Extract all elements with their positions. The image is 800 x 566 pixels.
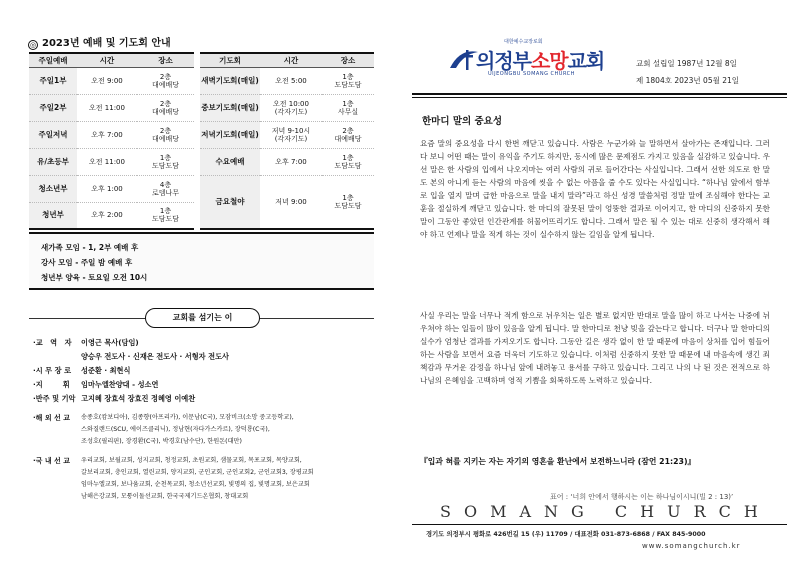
divider xyxy=(412,524,787,525)
table-row xyxy=(29,121,194,148)
table-header-row xyxy=(200,53,374,67)
row-label: 수요예배 xyxy=(200,148,260,175)
place-cell: 1층 도담도담 xyxy=(322,148,374,175)
place-cell: 4층 로뎀나무 xyxy=(137,175,194,202)
role-label: ·해 외 선 교 xyxy=(33,414,71,422)
divider xyxy=(412,93,787,95)
col-header: 시간 xyxy=(77,53,137,67)
article-paragraph: 사실 우리는 말을 너무나 적게 함으로 뉘우치는 일은 별로 없지만 반대로 말을 많이 하고 나서는 나중에 뉘우쳐야 하는 일들이 많이 있음을 알게 됩니다. 말 한마디로 천냥 빚을 갚는다고 합니다. 더구나 말 한마디의 실수가 엄청난 결과를 가져오기도 합니다. 그동안 길은 생각 없이 한 말 때문에 마음이 상처를 입어 힘들어하는 사람을 보면서 요즘 더욱더 기도하고 있습니다. 이처럼 신중하지 못한 말 때문에 내 마음속에 생긴 죄책감과 무거운 감정을 하나님 앞에 내려놓고 용서를 구하고 있습니다. 그리고 나의 나 된 것은 전적으로 하나님의 은혜임을 고백하며 영적 기쁨을 회복하도록 노력하고 있습니다. xyxy=(420,311,770,385)
bible-verse: 『입과 혀를 지키는 자는 자기의 영혼을 환난에서 보전하느니라 (잠언 21:23)』 xyxy=(420,457,696,466)
table-row xyxy=(29,202,194,229)
denomination: 대한예수교장로회 xyxy=(504,39,543,45)
circle-icon: ◎ xyxy=(29,41,37,49)
place-cell: 2층 대예배당 xyxy=(137,94,194,121)
bulletin-meta xyxy=(636,55,739,89)
church-logo xyxy=(448,38,618,78)
row-label: 유/초등부 xyxy=(29,148,77,175)
row-label: 주일저녁 xyxy=(29,121,77,148)
table-row xyxy=(200,121,374,148)
worship-table xyxy=(29,52,194,230)
issue-number: 제 1804호 2023년 05월 21일 xyxy=(636,76,740,85)
table-row xyxy=(200,67,374,94)
table-row xyxy=(200,94,374,121)
time-cell: 오전 5:00 xyxy=(260,67,322,94)
time-cell: 오후 2:00 xyxy=(77,202,137,229)
mission-line: 스와질랜드(SCU, 에이즈클리닉), 정남현(자다가스카르), 장덕룡(C국), xyxy=(81,426,270,434)
role-label: ·국 내 선 교 xyxy=(33,456,71,465)
schedule-title: ◎ 2023년 예배 및 기도회 안내 xyxy=(29,38,171,49)
notice-item: 청년부 양육 - 토요일 오전 10시 xyxy=(41,273,148,282)
place-cell: 1층 도담도담 xyxy=(322,175,374,229)
divider xyxy=(412,97,787,98)
mission-line: 임마누엘교회, 보나움교회, 순천목교회, 청소년선교회, 빛명의 집, 빛명교회, 보은교회 xyxy=(81,481,310,489)
founded-date: 교회 설립일 1987년 12월 8일 xyxy=(636,59,737,68)
role-label: ·교 역 자 xyxy=(33,338,72,347)
staff-list xyxy=(33,336,378,406)
col-header: 시간 xyxy=(260,53,322,67)
time-cell: 저녁 9-10시 (각자기도) xyxy=(260,121,322,148)
time-cell: 오후 7:00 xyxy=(77,121,137,148)
role-label: ·지 휘 xyxy=(33,380,70,389)
time-cell: 저녁 9:00 xyxy=(260,175,322,229)
time-cell: 오전 10:00 (각자기도) xyxy=(260,94,322,121)
servants-title: 교회를 섬기는 이 xyxy=(145,308,260,328)
website-link[interactable]: www.somangchurch.kr xyxy=(642,542,741,550)
place-cell: 1층 도담도담 xyxy=(137,148,194,175)
time-cell: 오전 9:00 xyxy=(77,67,137,94)
col-header: 장소 xyxy=(322,53,374,67)
article-title: 한마디 말의 중요성 xyxy=(422,116,503,127)
row-label: 주일1부 xyxy=(29,67,77,94)
notice-item: 강사 모임 - 주일 밤 예배 후 xyxy=(41,258,133,267)
place-cell: 1층 사무실 xyxy=(322,94,374,121)
place-cell: 1층 도담도담 xyxy=(137,202,194,229)
row-label: 주일2부 xyxy=(29,94,77,121)
table-row xyxy=(200,148,374,175)
mission-line: 남해은강교회, 모퉁이돌선교회, 한국국제기드온협회, 창대교회 xyxy=(81,493,249,501)
role-label: ·시 무 장 로 xyxy=(33,366,72,375)
prayer-table xyxy=(200,52,374,230)
mission-line: 갈보리교회, 충인교회, 열린교회, 양지교회, 군인교회, 군인교회2, 군인교회3, 장평교회 xyxy=(81,468,314,476)
place-cell: 2층 대예배당 xyxy=(322,121,374,148)
article-paragraph: 요즘 말의 중요성을 다시 한번 깨닫고 있습니다. 사람은 누군가와 늘 말하면서 살아가는 존재입니다. 그러다 보니 어떤 때는 말이 유익을 주기도 하지만, 동시에 많은 문제점도 가지고 있음을 실감하고 있습니다. 우선 말은 한 사람의 입에서 나오지마는 여러 사람의 귀로 들어간다는 사실입니다. 그래서 선한 의도로 한 말도 본의 아니게 듣는 사람의 마음에 씻을 수 없는 아픔을 줄 수도 있다는 사실입니다. “하나님 앞에서 함부로 입을 열지 말며 급한 마음으로 말을 내지 말라”라고 하신 성경 말씀처럼 정말 말에 조심해야 한다는 교훈을 절실하게 깨닫고 있습니다. 한 마디의 잘못된 말이 엉뚱한 결과로 이어지고, 한 마디의 신중하지 못한 말이 그동안 좋았던 인간관계를 허물어뜨리기도 합니다. 그래서 말은 될 수 있는 대로 신중히 생각해서 해야 하고 언제나 말을 적게 하는 것이 실수하지 않는 길임을 알게 됩니다. xyxy=(420,139,770,239)
church-motto: 표어 : ‘너희 안에서 행하시는 이는 하나님이시니(빌 2 : 13)’ xyxy=(550,493,734,501)
role-label: ·반주 및 기악 xyxy=(33,394,76,403)
row-label: 청년부 xyxy=(29,202,77,229)
church-name: 의정부소망교회 xyxy=(476,49,605,73)
place-cell: 2층 대예배당 xyxy=(137,121,194,148)
church-address: 경기도 의정부시 평화로 426번길 15 (우) 11709 / 대표전화 031-873-6868 / FAX 845-9000 xyxy=(426,531,706,538)
mission-line: 송종호(캄보디아), 김종향(아프리카), 이문남(C국), 모잠비크(소망 중고등학교), xyxy=(81,414,294,421)
time-cell: 오후 1:00 xyxy=(77,175,137,202)
row-label: 저녁기도회(매일) xyxy=(200,121,260,148)
table-row xyxy=(29,175,194,202)
elders: 성준환 · 최현식 xyxy=(81,366,131,375)
mission-line: 우리교회, 보월교회, 성지교회, 청정교회, 초원교회, 샘물교회, 목포교회, 목양교회, xyxy=(81,456,302,464)
table-header-row xyxy=(29,53,194,67)
row-label: 청소년부 xyxy=(29,175,77,202)
col-header: 기도회 xyxy=(200,53,260,67)
table-row xyxy=(200,175,374,229)
row-label: 금요철야 xyxy=(200,175,260,229)
table-row xyxy=(29,67,194,94)
col-header: 주일예배 xyxy=(29,53,77,67)
notice-box xyxy=(29,232,374,290)
evangelists: 양승우 전도사 · 신재은 전도사 · 서형자 전도사 xyxy=(81,352,229,361)
brand-wordmark: SOMANG CHURCH xyxy=(440,502,771,521)
mission-line: 조성호(필리핀), 장경환(C국), 박경호(남수단), 한원돈(대만) xyxy=(81,438,242,446)
row-label: 중보기도회(매일) xyxy=(200,94,260,121)
mission-list xyxy=(33,412,378,503)
accompanists: 고지혜 장효석 장효진 정혜영 이예찬 xyxy=(81,394,196,403)
col-header: 장소 xyxy=(137,53,194,67)
church-name-english: UIJEONGBU SOMANG CHURCH xyxy=(488,71,575,77)
row-label: 새벽기도회(매일) xyxy=(200,67,260,94)
time-cell: 오전 11:00 xyxy=(77,94,137,121)
pastor-name: 이영근 목사(담임) xyxy=(81,338,139,347)
time-cell: 오후 7:00 xyxy=(260,148,322,175)
table-row xyxy=(29,148,194,175)
table-row xyxy=(29,94,194,121)
choir: 임마누엘찬양대 - 성소연 xyxy=(81,380,159,389)
place-cell: 2층 대예배당 xyxy=(137,67,194,94)
time-cell: 오전 11:00 xyxy=(77,148,137,175)
place-cell: 1층 도담도담 xyxy=(322,67,374,94)
notice-item: 새가족 모임 - 1, 2부 예배 후 xyxy=(41,243,139,252)
